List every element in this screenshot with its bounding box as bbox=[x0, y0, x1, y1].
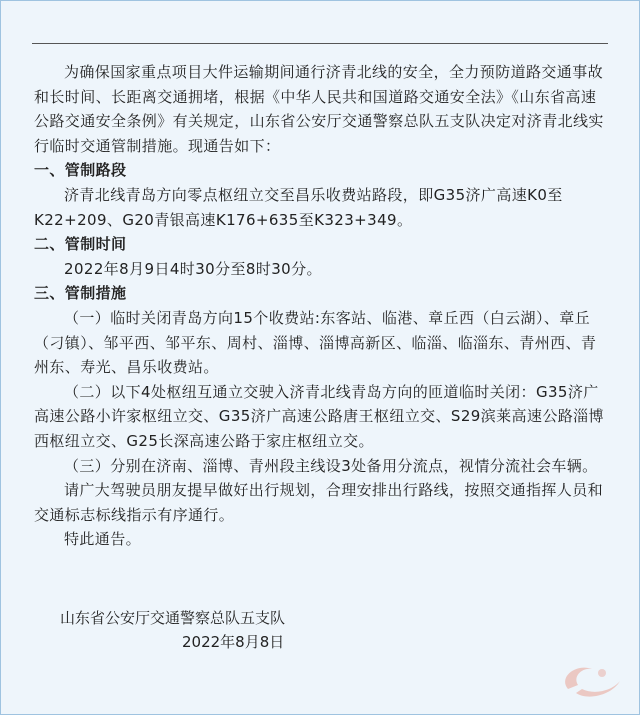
issuer-name: 山东省公安厅交通警察总队五支队 bbox=[60, 609, 286, 627]
top-divider bbox=[32, 43, 608, 44]
notice-body bbox=[34, 60, 608, 552]
issue-date: 2022年8月8日 bbox=[182, 633, 285, 651]
section-road-text: 济青北线青岛方向零点枢纽立交至昌乐收费站路段，即G35济广高速K0至K22+209、G20青银高速K176+635至K323+349。 bbox=[34, 185, 563, 229]
section-time-text: 2022年8月9日4时30分至8时30分。 bbox=[64, 259, 322, 278]
measure-item-3: （三）分别在济南、淄博、青州段主线设3处备用分流点，视情分流社会车辆。 bbox=[64, 456, 598, 475]
section-heading-time: 二、管制时间 bbox=[34, 235, 127, 254]
measure-item-1: （一）临时关闭青岛方向15个收费站:东客站、临港、章丘西（白云湖）、章丘（刁镇）、邹平西、邹平东、周村、淄博、淄博高新区、临淄、临淄东、青州西、青州东、寿光、昌乐收费站。 bbox=[34, 308, 597, 377]
section-heading-measures: 三、管制措施 bbox=[34, 284, 127, 303]
section-heading-road: 一、管制路段 bbox=[34, 161, 127, 180]
watermark-logo-icon bbox=[554, 659, 626, 705]
measure-item-2: （二）以下4处枢纽互通立交驶入济青北线青岛方向的匝道临时关闭：G35济广高速公路小许家枢纽立交、G35济广高速公路唐王枢纽立交、S29滨莱高速公路淄博西枢纽立交、G25长深高速公路于家庄枢纽立交。 bbox=[34, 382, 604, 450]
signature-block bbox=[60, 606, 285, 654]
closing-paragraph: 请广大驾驶员朋友提早做好出行规划，合理安排出行路线，按照交通指挥人员和交通标志标线指示有序通行。 bbox=[34, 481, 604, 524]
notice-ending: 特此通告。 bbox=[64, 530, 142, 549]
intro-paragraph: 为确保国家重点项目大件运输期间通行济青北线的安全，全力预防道路交通事故和长时间、长距离交通拥堵，根据《中华人民共和国道路交通安全法》《山东省高速公路交通安全条例》有关规定，山东省公安厅交通警察总队五支队决定对济青北线实行临时交通管制措施。现通告如下： bbox=[34, 63, 604, 155]
